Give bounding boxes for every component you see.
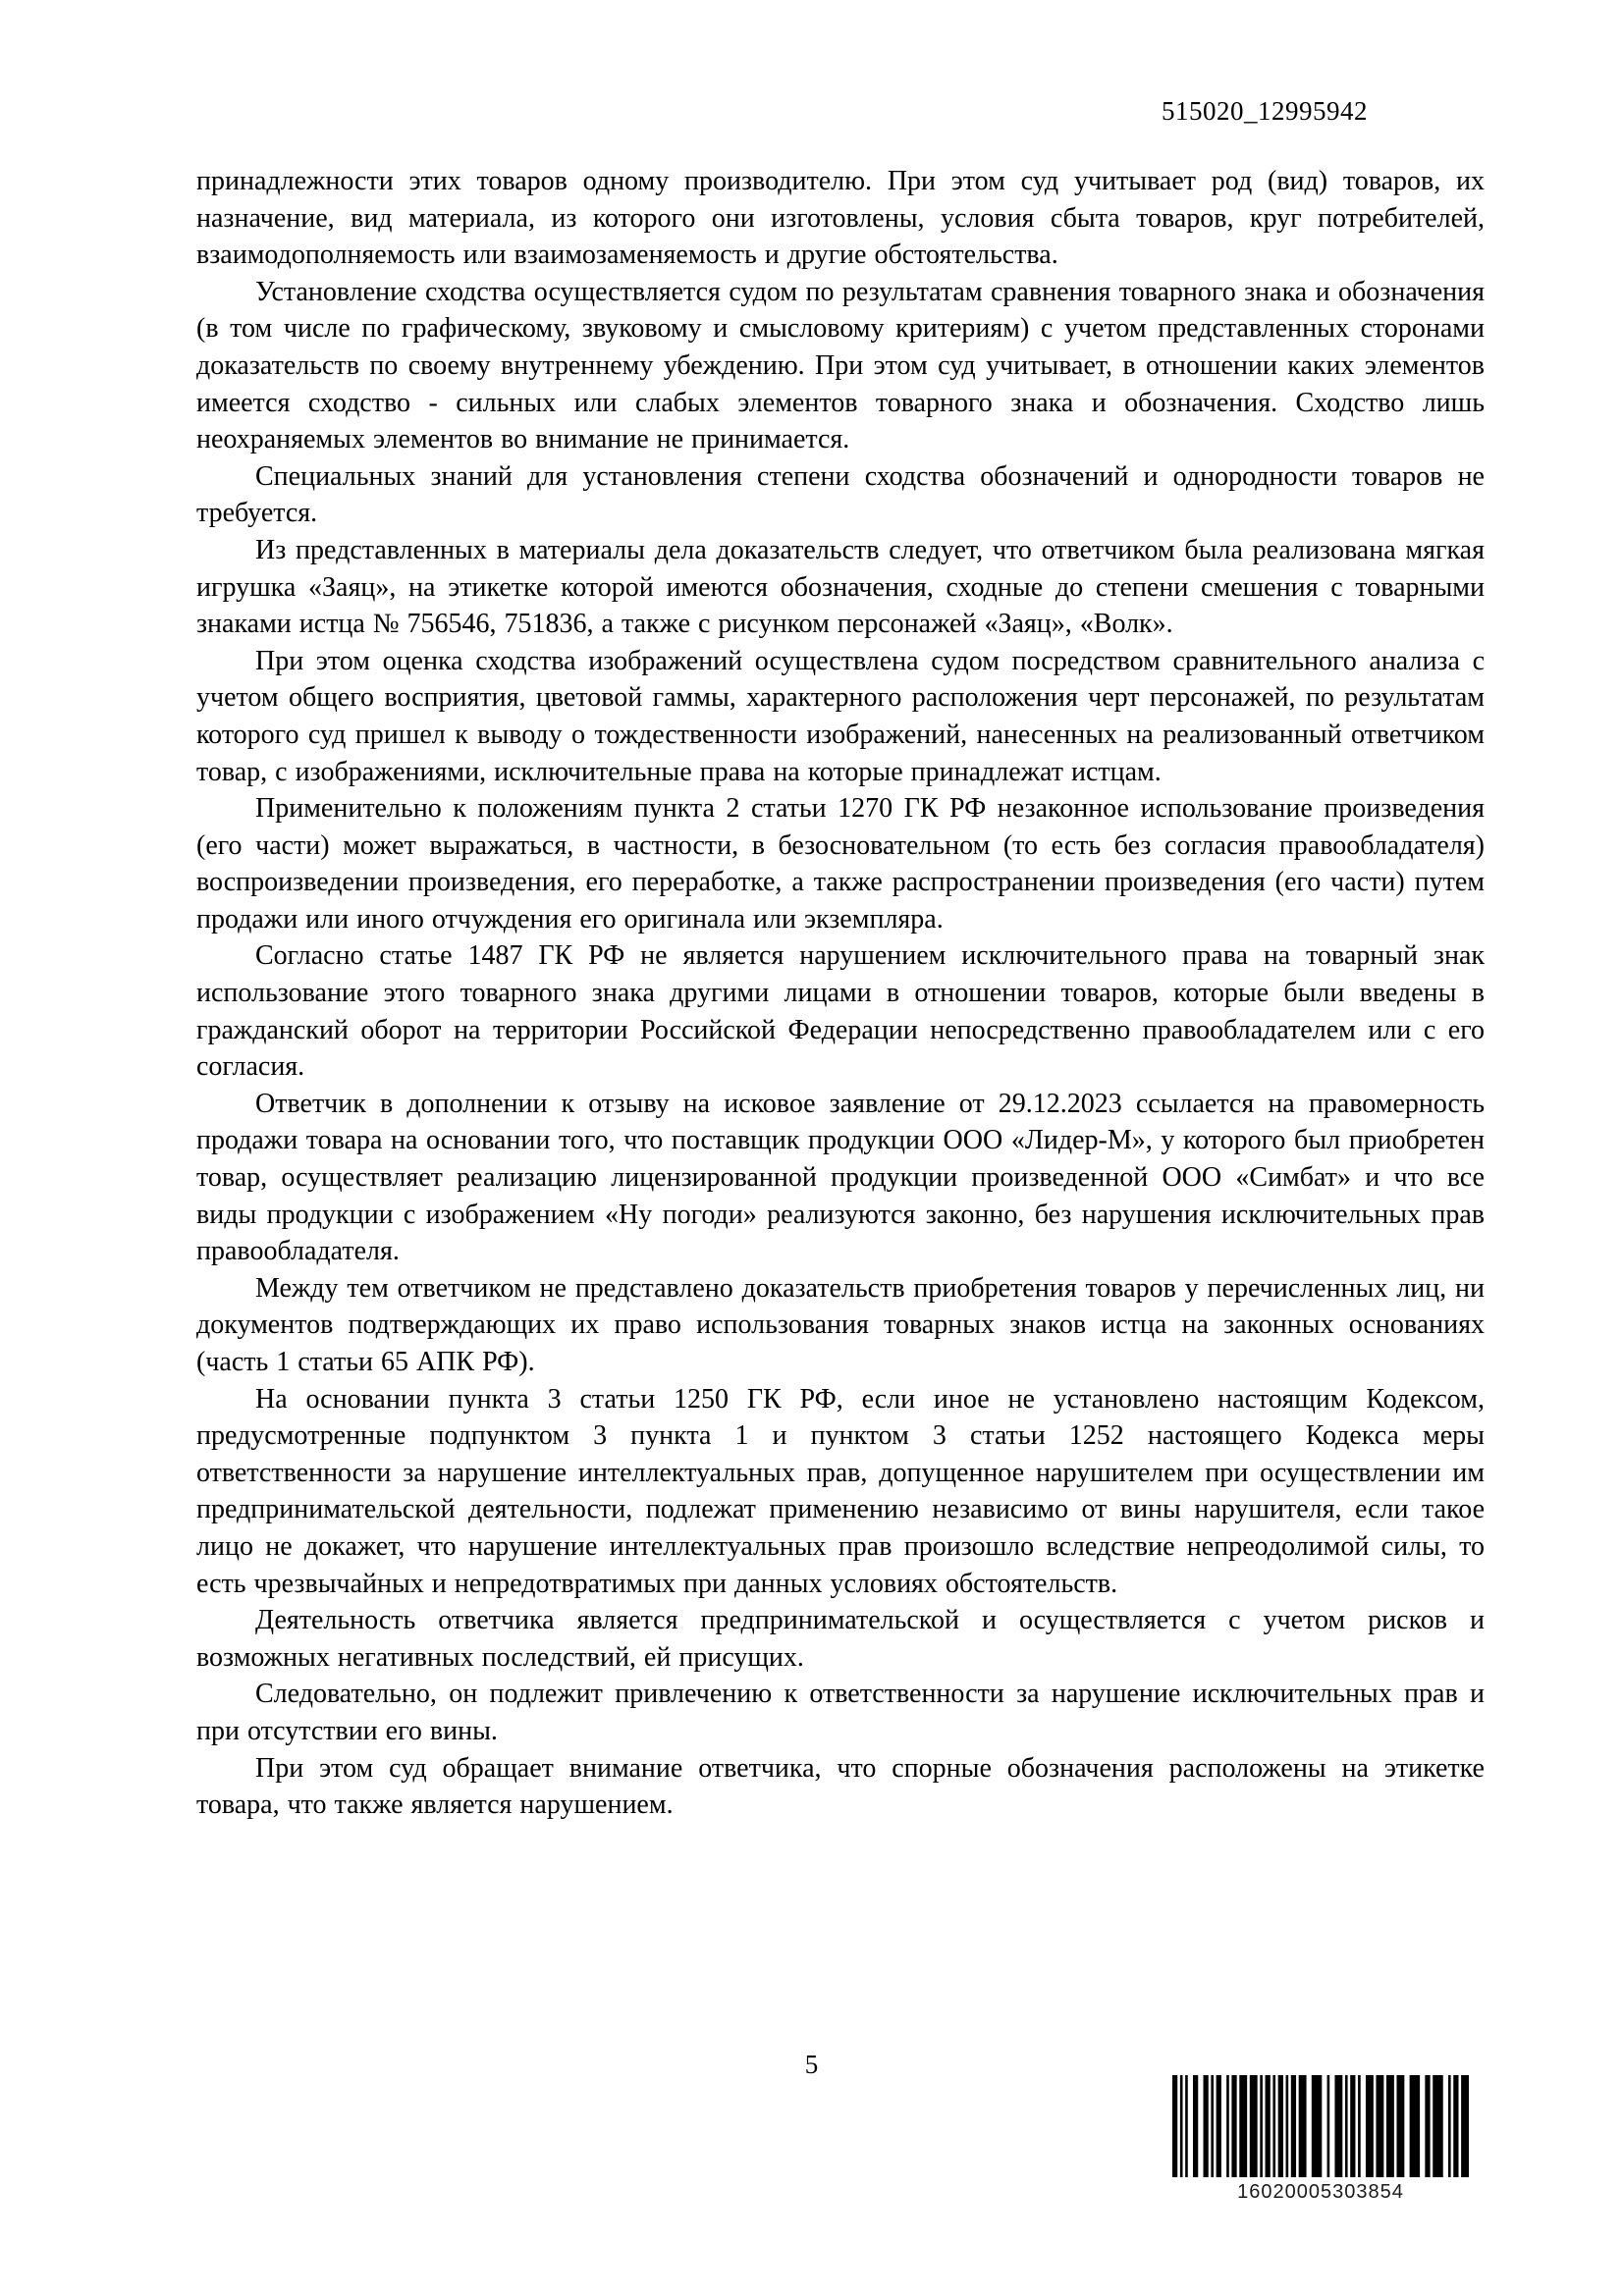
paragraph: Согласно статье 1487 ГК РФ не является нарушением исключительного права на товарный знак использование этого товарного знака другими лицами в отношении товаров, которые были введены в гражданский оборот на территории Российской Федерации непосредственно правообладателем или с его согласия. [196,940,1485,1083]
paragraph: Из представленных в материалы дела доказательств следует, что ответчиком была реализована мягкая игрушка «Заяц», на этикетке которой имеются обозначения, сходные до степени смешения с товарными знаками истца № 756546, 751836, а также с рисунком персонажей «Заяц», «Волк». [196,534,1485,640]
page-number: 5 [804,2050,819,2079]
paragraph: Ответчик в дополнении к отзыву на исковое заявление от 29.12.2023 ссылается на правомерность продажи товара на основании того, что поставщик продукции ООО «Лидер-М», у которого был приобретен товар, осуществляет реализацию лицензированной продукции произведенной ООО «Симбат» и что все виды продукции с изображением «Ну погоди» реализуются законно, без нарушения исключительных прав правообладателя. [196,1088,1485,1267]
paragraph: Деятельность ответчика является предпринимательской и осуществляется с учетом рисков и возможных негативных последствий, ей присущих. [196,1605,1485,1673]
barcode-number: 16020005303854 [1237,2181,1404,2203]
paragraph: Установление сходства осуществляется судом по результатам сравнения товарного знака и обозначения (в том числе по графическому, звуковому и смысловому критериям) с учетом представленных сторонами доказательств по своему внутреннему убеждению. При этом суд учитывает, в отношении каких элементов имеется сходство - сильных или слабых элементов товарного знака и обозначения. Сходство лишь неохраняемых элементов во внимание не принимается. [196,276,1485,455]
paragraph: При этом суд обращает внимание ответчика, что спорные обозначения расположены на этикетке товара, что также является нарушением. [196,1752,1485,1821]
paragraph: Между тем ответчиком не представлено доказательств приобретения товаров у перечисленных лиц, ни документов подтверждающих их право использования товарных знаков истца на законных основаниях (часть 1 статьи 65 АПК РФ). [196,1272,1485,1377]
document-body [196,163,1485,1824]
paragraph: Специальных знаний для установления степени сходства обозначений и однородности товаров не требуется. [196,460,1485,529]
barcode-bars-icon [1172,2075,1469,2177]
case-number: 515020_12995942 [1162,96,1368,126]
paragraph: При этом оценка сходства изображений осуществлена судом посредством сравнительного анализа с учетом общего восприятия, цветовой гаммы, характерного расположения черт персонажей, по результатам которого суд пришел к выводу о тождественности изображений, нанесенных на реализованный ответчиком товар, с изображениями, исключительные права на которые принадлежат истцам. [196,645,1485,787]
paragraph: принадлежности этих товаров одному производителю. При этом суд учитывает род (вид) товаров, их назначение, вид материала, из которого они изготовлены, условия сбыта товаров, круг потребителей, взаимодополняемость или взаимозаменяемость и другие обстоятельства. [196,166,1485,271]
paragraph: Применительно к положениям пункта 2 статьи 1270 ГК РФ незаконное использование произведения (его части) может выражаться, в частности, в безосновательном (то есть без согласия правообладателя) воспроизведении произведения, его переработке, а также распространении произведения (его части) путем продажи или иного отчуждения его оригинала или экземпляра. [196,793,1485,934]
paragraph: На основании пункта 3 статьи 1250 ГК РФ, если иное не установлено настоящим Кодексом, предусмотренные подпунктом 3 пункта 1 и пунктом 3 статьи 1252 настоящего Кодекса меры ответственности за нарушение интеллектуальных прав, допущенное нарушителем при осуществлении им предпринимательской деятельности, подлежат применению независимо от вины нарушителя, если такое лицо не докажет, что нарушение интеллектуальных прав произошло вследствие непреодолимой силы, то есть чрезвычайных и непредотвратимых при данных условиях обстоятельств. [196,1383,1485,1599]
paragraph: Следовательно, он подлежит привлечению к ответственности за нарушение исключительных прав и при отсутствии его вины. [196,1679,1485,1746]
barcode [1172,2075,1469,2204]
